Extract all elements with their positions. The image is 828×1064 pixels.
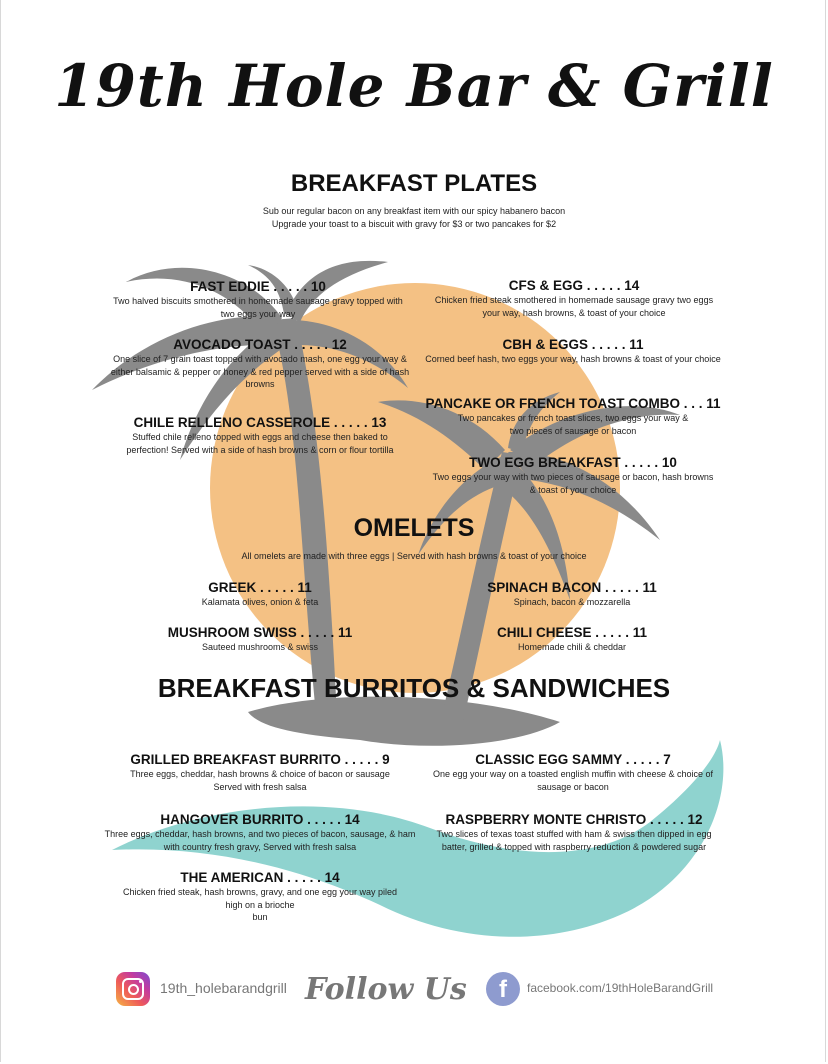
menu-item-name: THE AMERICAN . . . . . 14: [180, 870, 340, 885]
menu-item-name: CFS & EGG . . . . . 14: [508, 278, 640, 293]
menu-item-description: Three eggs, cheddar, hash browns, and two pieces of bacon, sausage, & ham with country fresh gravy, Served with fresh salsa: [104, 829, 416, 852]
menu-item-name: SPINACH BACON . . . . . 11: [487, 580, 657, 595]
menu-item-description: Two eggs your way with two pieces of sausage or bacon, hash browns & toast of your choice: [432, 472, 714, 495]
menu-item: [130, 580, 390, 609]
instagram-handle[interactable]: 19th_holebarandgrill: [160, 980, 287, 996]
burritos-heading: BREAKFAST BURRITOS & SANDWICHES: [157, 673, 671, 703]
menu-item-description: Chicken fried steak smothered in homemade sausage gravy two eggs your way, hash browns, & toast of your choice: [434, 295, 714, 318]
menu-item-description: Homemade chili & cheddar: [517, 642, 627, 652]
menu-item: [442, 625, 702, 654]
menu-item-description: One slice of 7 grain toast topped with avocado mash, one egg your way & either balsamic & pepper or honey & red pepper served with a side of hash browns: [110, 354, 410, 389]
follow-us-text: Follow Us: [305, 972, 467, 1007]
menu-item-description: Spinach, bacon & mozzarella: [513, 597, 631, 607]
omelets-note: All omelets are made with three eggs | Served with hash browns & toast of your choice: [241, 551, 587, 561]
menu-item-name: HANGOVER BURRITO . . . . . 14: [160, 812, 360, 827]
menu-item-name: FAST EDDIE . . . . . 10: [190, 279, 326, 294]
menu-item: [420, 396, 726, 437]
menu-item-description: bun: [252, 912, 268, 922]
menu-item: [420, 455, 726, 496]
breakfast-plates-note: Sub our regular bacon on any breakfast item with our spicy habanero bacon: [262, 206, 566, 216]
menu-item-description: Stuffed chile relleno topped with eggs and cheese then baked to perfection! Served with a side of hash browns & corn or flour tortilla: [126, 432, 394, 455]
menu-item: [108, 870, 412, 924]
facebook-url[interactable]: facebook.com/19thHoleBarandGrill: [527, 981, 714, 995]
menu-item-description: Corned beef hash, two eggs your way, hash browns & toast of your choice: [425, 354, 721, 364]
menu-item: [130, 625, 390, 654]
facebook-icon[interactable]: f: [486, 972, 520, 1006]
menu-item-name: GREEK . . . . . 11: [208, 580, 312, 595]
menu-item: [426, 812, 722, 853]
menu-item-description: One egg your way on a toasted english muffin with cheese & choice of sausage or bacon: [432, 769, 713, 792]
menu-item: [110, 415, 410, 456]
menu-item-description: Two halved biscuits smothered in homemade sausage gravy topped with two eggs your way: [113, 296, 403, 319]
instagram-icon[interactable]: [116, 972, 150, 1006]
menu-item-description: Two pancakes or french toast slices, two eggs your way & two pieces of sausage or bacon: [457, 413, 689, 436]
menu-item-description: Sauteed mushrooms & swiss: [201, 642, 319, 652]
menu-item: [104, 812, 416, 853]
omelets-heading: OMELETS: [353, 514, 475, 542]
menu-item: [108, 279, 408, 320]
menu-item-name: AVOCADO TOAST . . . . . 12: [173, 337, 347, 352]
menu-item-description: Two slices of texas toast stuffed with ham & swiss then dipped in egg batter, grilled & topped with raspberry reduction & powdered sugar: [436, 829, 712, 852]
breakfast-plates-heading: BREAKFAST PLATES: [290, 170, 538, 197]
restaurant-title: 19th Hole Bar & Grill: [54, 52, 774, 120]
menu-item-description: Three eggs, cheddar, hash browns & choice of bacon or sausage Served with fresh salsa: [130, 769, 390, 792]
social-footer: [0, 970, 828, 1014]
menu-item-name: MUSHROOM SWISS . . . . . 11: [167, 625, 353, 640]
menu-item-name: CLASSIC EGG SAMMY . . . . . 7: [475, 752, 671, 767]
menu-item: [442, 580, 702, 609]
menu-item-description: Kalamata olives, onion & feta: [201, 597, 319, 607]
menu-item-name: RASPBERRY MONTE CHRISTO . . . . . 12: [445, 812, 703, 827]
menu-item: [110, 337, 410, 391]
menu-item-name: GRILLED BREAKFAST BURRITO . . . . . 9: [130, 752, 390, 767]
menu-item-name: CHILE RELLENO CASSEROLE . . . . . 13: [133, 415, 387, 430]
menu-item-name: PANCAKE OR FRENCH TOAST COMBO . . . 11: [425, 396, 721, 411]
menu-item-name: TWO EGG BREAKFAST . . . . . 10: [469, 455, 677, 470]
menu-item-name: CHILI CHEESE . . . . . 11: [496, 625, 648, 640]
menu-item-name: CBH & EGGS . . . . . 11: [502, 337, 644, 352]
menu-item: [426, 278, 722, 319]
menu-item: [420, 337, 726, 366]
menu-item-description: Chicken fried steak, hash browns, gravy, and one egg your way piled high on a brioche: [123, 887, 397, 910]
menu-item: [112, 752, 408, 793]
menu-item: [430, 752, 716, 793]
breakfast-plates-note: Upgrade your toast to a biscuit with gravy for $3 or two pancakes for $2: [271, 219, 557, 229]
